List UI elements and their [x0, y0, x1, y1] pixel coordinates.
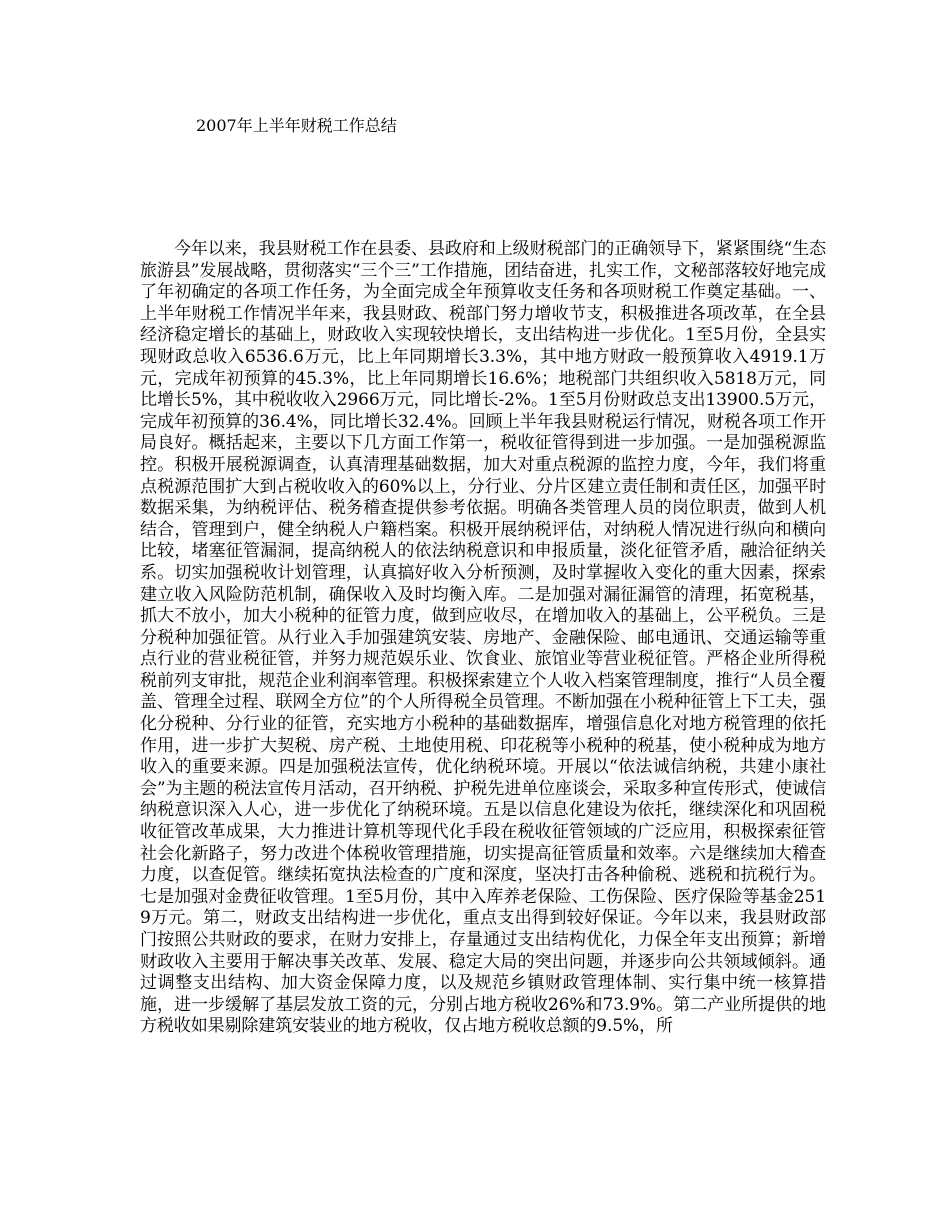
document-body-paragraph: 今年以来，我县财税工作在县委、县政府和上级财税部门的正确领导下，紧紧围绕“生态旅游县”发展战略，贯彻落实“三个三”工作措施，团结奋进，扎实工作，文秘部落较好地完成了年初确定的各项工作任务，为全面完成全年预算收支任务和各项财税工作奠定基础。一、上半年财税工作情况半年来，我县财政、税部门努力增收节支，积极推进各项改革，在全县经济稳定增长的基础上，财政收入实现较快增长，支出结构进一步优化。1至5月份，全县实现财政总收入6536.6万元，比上年同期增长3.3%，其中地方财政一般预算收入4919.1万元，完成年初预算的45.3%，比上年同期增长16.6%；地税部门共组织收入5818万元，同比增长5%，其中税收收入2966万元，同比增长-2%。1至5月份财政总支出13900.5万元，完成年初预算的36.4%，同比增长32.4%。回顾上半年我县财税运行情况，财税各项工作开局良好。概括起来，主要以下几方面工作第一，税收征管得到进一步加强。一是加强税源监控。积极开展税源调查，认真清理基础数据，加大对重点税源的监控力度，今年，我们将重点税源范围扩大到占税收收入的60%以上，分行业、分片区建立责任制和责任区，加强平时数据采集，为纳税评估、税务稽查提供参考依据。明确各类管理人员的岗位职责，做到人机结合，管理到户，健全纳税人户籍档案。积极开展纳税评估，对纳税人情况进行纵向和横向比较，堵塞征管漏洞，提高纳税人的依法纳税意识和申报质量，淡化征管矛盾，融洽征纳关系。切实加强税收计划管理，认真搞好收入分析预测，及时掌握收入变化的重大因素，探索建立收入风险防范机制，确保收入及时均衡入库。二是加强对漏征漏管的清理，拓宽税基，抓大不放小，加大小税种的征管力度，做到应收尽，在增加收入的基础上，公平税负。三是分税种加强征管。从行业入手加强建筑安装、房地产、金融保险、邮电通讯、交通运输等重点行业的营业税征管，并努力规范娱乐业、饮食业、旅馆业等营业税征管。严格企业所得税税前列支审批，规范企业利润率管理。积极探索建立个人收入档案管理制度，推行“人员全覆盖、管理全过程、联网全方位”的个人所得税全员管理。不断加强在小税种征管上下工夫，强化分税种、分行业的征管，充实地方小税种的基础数据库，增强信息化对地方税管理的依托作用，进一步扩大契税、房产税、土地使用税、印花税等小税种的税基，使小税种成为地方收入的重要来源。四是加强税法宣传，优化纳税环境。开展以“依法诚信纳税，共建小康社会”为主题的税法宣传月活动，召开纳税、护税先进单位座谈会，采取多种宣传形式，使诚信纳税意识深入人心，进一步优化了纳税环境。五是以信息化建设为依托，继续深化和巩固税收征管改革成果，大力推进计算机等现代化手段在税收征管领域的广泛应用，积极探索征管社会化新路子，努力改进个体税收管理措施，切实提高征管质量和效率。六是继续加大稽查力度，以查促管。继续拓宽执法检查的广度和深度，坚决打击各种偷税、逃税和抗税行为。七是加强对金费征收管理。1至5月份，其中入库养老保险、工伤保险、医疗保险等基金2519万元。第二，财政支出结构进一步优化，重点支出得到较好保证。今年以来，我县财政部门按照公共财政的要求，在财力安排上，存量通过支出结构优化，力保全年支出预算；新增财政收入主要用于解决事关改革、发展、稳定大局的突出问题，并逐步向公共领域倾斜。通过调整支出结构、加大资金保障力度，以及规范乡镇财政管理体制、实行集中统一核算措施，进一步缓解了基层发放工资的元，分别占地方税收26%和73.9%。第二产业所提供的地方税收如果剔除建筑安装业的地方税收，仅占地方税收总额的9.5%，所 [140, 239, 826, 1037]
document-title: 2007年上半年财税工作总结 [196, 116, 397, 135]
